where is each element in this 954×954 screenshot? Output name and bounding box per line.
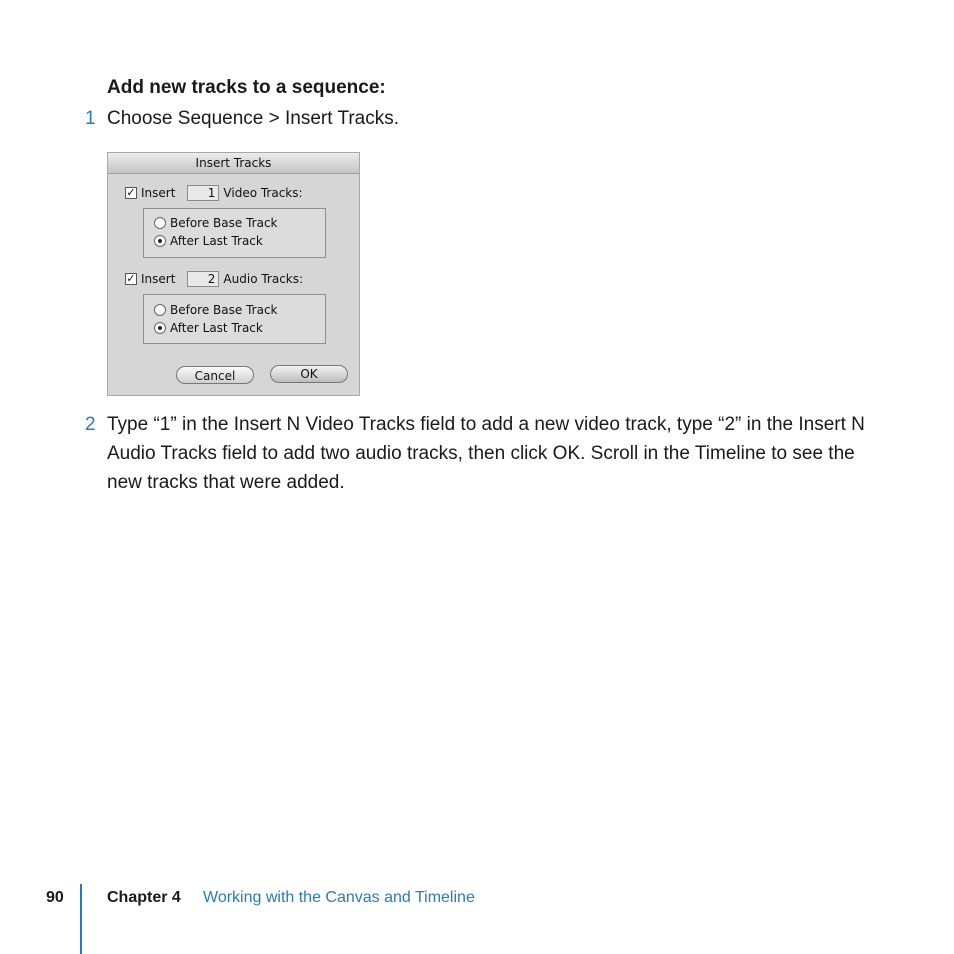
audio-tracks-label: Audio Tracks: bbox=[223, 272, 304, 286]
video-insert-row bbox=[125, 184, 303, 202]
section-heading: Add new tracks to a sequence: bbox=[107, 77, 386, 98]
page-number: 90 bbox=[46, 889, 64, 906]
radio-selected-icon[interactable] bbox=[154, 322, 166, 334]
audio-option-before-label: Before Base Track bbox=[170, 303, 278, 317]
step-text-2: Type “1” in the Insert N Video Tracks field to add a new video track, type “2” in the Insert N Audio Tracks field to add two audio tracks, then click OK. Scroll in the Timeline to see the new tracks that were added. bbox=[107, 414, 865, 493]
step-number-1: 1 bbox=[85, 108, 96, 129]
footer-chapter: Chapter 4 bbox=[107, 889, 181, 906]
dialog-title: Insert Tracks bbox=[108, 153, 359, 174]
video-insert-checkbox[interactable]: ✓ bbox=[126, 186, 136, 199]
audio-option-after-label: After Last Track bbox=[170, 321, 263, 335]
ok-button[interactable]: OK bbox=[270, 365, 348, 383]
video-tracks-count-field[interactable]: 1 bbox=[187, 185, 219, 201]
radio-selected-icon[interactable] bbox=[154, 235, 166, 247]
audio-insert-checkbox[interactable]: ✓ bbox=[126, 272, 136, 285]
step-number-2: 2 bbox=[85, 414, 96, 435]
audio-option-after-last[interactable] bbox=[154, 320, 263, 336]
video-insert-label: Insert bbox=[141, 186, 176, 200]
footer-chapter-title: Working with the Canvas and Timeline bbox=[203, 889, 475, 906]
radio-icon[interactable] bbox=[154, 304, 166, 316]
video-tracks-label: Video Tracks: bbox=[223, 186, 303, 200]
video-placement-group bbox=[143, 208, 326, 258]
video-option-after-label: After Last Track bbox=[170, 234, 263, 248]
audio-tracks-count-field[interactable]: 2 bbox=[187, 271, 219, 287]
video-option-after-last[interactable] bbox=[154, 233, 263, 249]
cancel-button[interactable]: Cancel bbox=[176, 366, 254, 384]
step-text-1: Choose Sequence > Insert Tracks. bbox=[107, 108, 400, 129]
video-option-before-label: Before Base Track bbox=[170, 216, 278, 230]
audio-option-before-base[interactable] bbox=[154, 302, 277, 318]
footer-divider bbox=[80, 884, 82, 954]
audio-placement-group bbox=[143, 294, 326, 344]
insert-tracks-dialog bbox=[107, 152, 360, 396]
video-option-before-base[interactable] bbox=[154, 215, 277, 231]
radio-icon[interactable] bbox=[154, 217, 166, 229]
audio-insert-row bbox=[125, 270, 303, 288]
audio-insert-label: Insert bbox=[141, 272, 176, 286]
